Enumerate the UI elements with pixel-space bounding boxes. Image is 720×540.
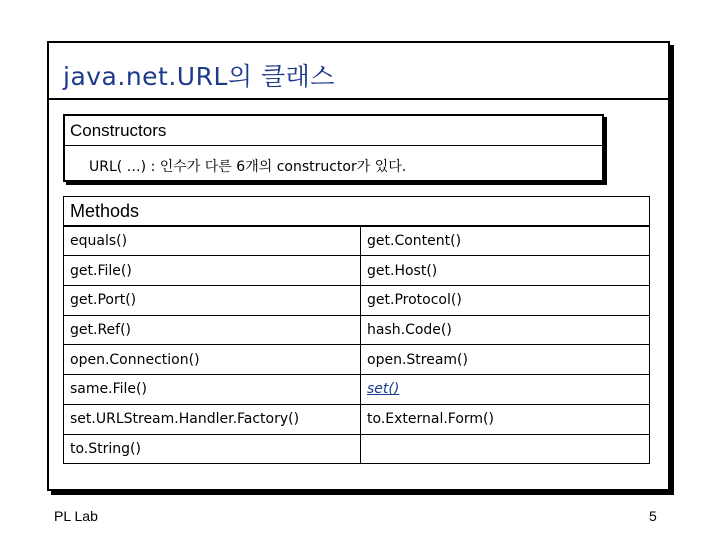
slide-frame [47,41,670,491]
table-row [64,226,650,256]
table-row [64,345,650,375]
method-cell: open.Connection() [64,345,361,375]
constructors-header [65,116,602,146]
method-cell: equals() [64,226,361,256]
constructors-heading: Constructors [70,121,167,140]
method-cell: to.External.Form() [361,404,650,434]
table-row [64,434,650,464]
method-cell: get.File() [64,256,361,286]
method-cell: get.Ref() [64,315,361,345]
constructors-box [63,114,604,182]
method-cell: to.String() [64,434,361,464]
method-cell: get.Host() [361,256,650,286]
methods-header-row [64,197,650,227]
table-row [64,315,650,345]
method-cell: get.Protocol() [361,286,650,316]
constructors-description: URL( …) : 인수가 다른 6개의 constructor가 있다. [89,159,407,175]
slide-title: java.net.URL의 클래스 [63,62,335,91]
table-row [64,256,650,286]
method-cell [361,375,650,405]
method-cell: get.Content() [361,226,650,256]
footer-label: PL Lab [54,508,98,524]
method-cell: hash.Code() [361,315,650,345]
method-cell: get.Port() [64,286,361,316]
title-box [49,43,668,100]
method-cell: open.Stream() [361,345,650,375]
method-cell-empty [361,434,650,464]
method-cell: set.URLStream.Handler.Factory() [64,404,361,434]
table-row [64,286,650,316]
methods-table [63,196,650,464]
method-cell: same.File() [64,375,361,405]
table-row [64,404,650,434]
methods-heading: Methods [64,197,650,227]
set-method-link[interactable]: set() [367,381,400,398]
page-number: 5 [649,508,657,524]
table-row [64,375,650,405]
